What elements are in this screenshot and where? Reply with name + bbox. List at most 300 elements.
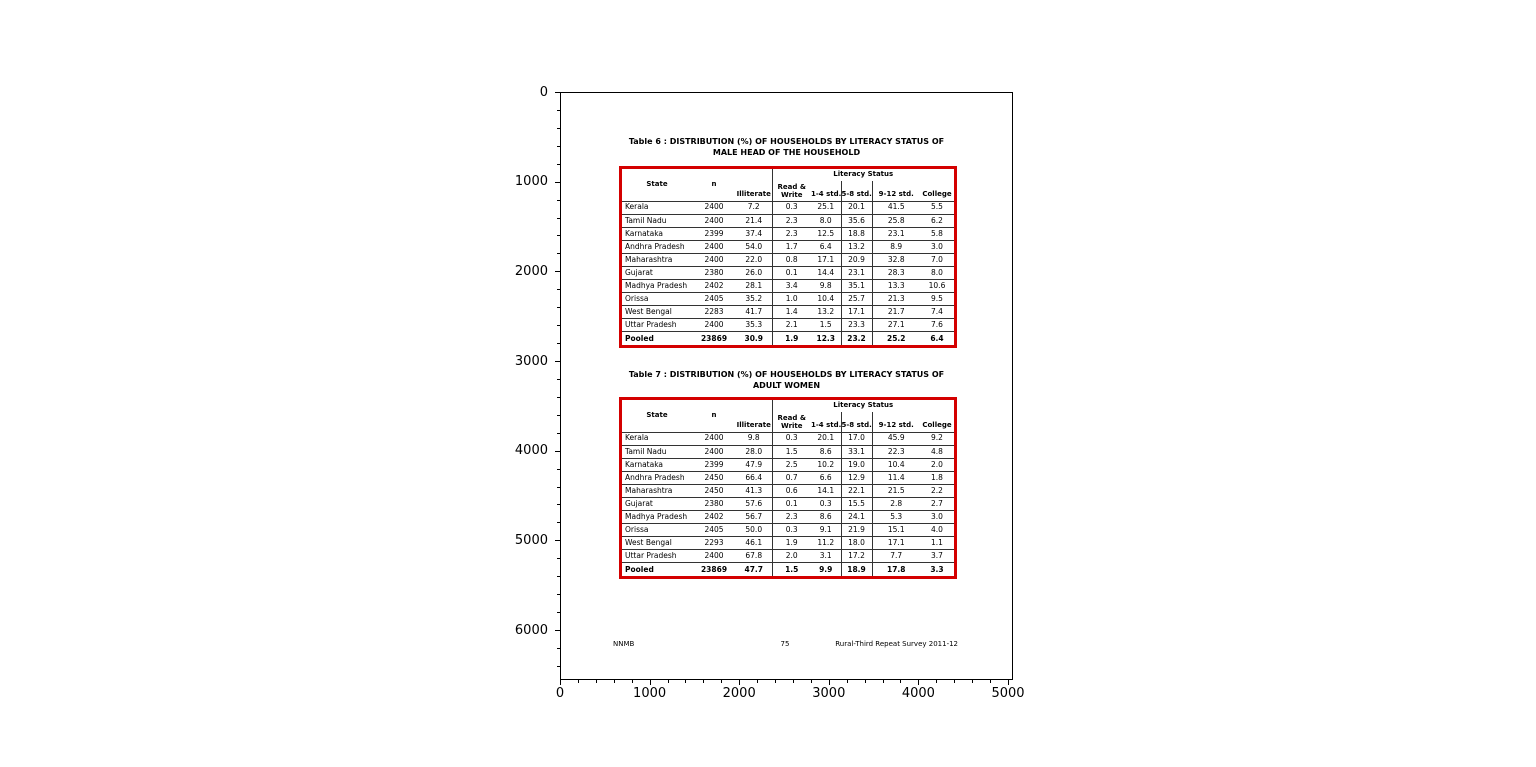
column-header-illiterate: Illiterate xyxy=(736,420,771,429)
y-minor-tick xyxy=(557,648,560,649)
column-header-state: State xyxy=(646,410,668,419)
column-header-9-12-std: 9-12 std. xyxy=(872,181,920,201)
x-tick-label: 3000 xyxy=(812,686,846,701)
x-major-tick xyxy=(918,680,919,685)
cell-value: 9.8 xyxy=(811,280,841,293)
cell-value: 2.0 xyxy=(920,458,954,471)
y-tick-label: 0 xyxy=(539,84,548,100)
cell-value: 2.0 xyxy=(772,550,811,563)
cell-state: Gujarat xyxy=(622,266,692,279)
cell-value: 18.9 xyxy=(841,563,872,576)
y-minor-tick xyxy=(557,218,560,219)
cell-value: 2293 xyxy=(692,537,736,550)
cell-value: 2400 xyxy=(692,319,736,332)
cell-value: 17.1 xyxy=(872,537,920,550)
cell-value: 23.1 xyxy=(872,227,920,240)
cell-value: 10.2 xyxy=(811,458,841,471)
cell-value: 7.0 xyxy=(920,253,954,266)
y-tick-label: 6000 xyxy=(514,622,548,638)
table-row xyxy=(622,253,954,266)
cell-value: 20.1 xyxy=(811,432,841,445)
cell-value: 2.2 xyxy=(920,484,954,497)
table-row xyxy=(622,511,954,524)
cell-value: 3.0 xyxy=(920,511,954,524)
y-major-tick xyxy=(555,361,560,362)
cell-value: 3.0 xyxy=(920,240,954,253)
cell-state: Maharashtra xyxy=(622,253,692,266)
x-major-tick xyxy=(829,680,830,685)
cell-value: 28.1 xyxy=(736,280,772,293)
x-minor-tick xyxy=(883,680,884,683)
cell-value: 0.8 xyxy=(772,253,811,266)
cell-value: 3.7 xyxy=(920,550,954,563)
cell-value: 4.8 xyxy=(920,445,954,458)
x-major-tick xyxy=(1008,680,1009,685)
cell-value: 33.1 xyxy=(841,445,872,458)
cell-state: Maharashtra xyxy=(622,484,692,497)
y-minor-tick xyxy=(557,576,560,577)
cell-value: 14.4 xyxy=(811,266,841,279)
cell-value: 2399 xyxy=(692,458,736,471)
y-minor-tick xyxy=(557,415,560,416)
cell-value: 2.3 xyxy=(772,511,811,524)
cell-value: 4.0 xyxy=(920,524,954,537)
cell-value: 7.4 xyxy=(920,306,954,319)
y-minor-tick xyxy=(557,433,560,434)
cell-state: Andhra Pradesh xyxy=(622,471,692,484)
group-header-literacy-status: Literacy Status xyxy=(772,400,954,412)
cell-value: 8.6 xyxy=(811,511,841,524)
table7-title-line2: ADULT WOMEN xyxy=(752,380,821,390)
cell-state: Kerala xyxy=(622,432,692,445)
cell-state: Pooled xyxy=(622,563,692,576)
x-minor-tick xyxy=(668,680,669,683)
cell-value: 32.8 xyxy=(872,253,920,266)
cell-value: 2.7 xyxy=(920,497,954,510)
x-minor-tick xyxy=(703,680,704,683)
cell-value: 28.0 xyxy=(736,445,772,458)
y-minor-tick xyxy=(557,146,560,147)
cell-value: 1.0 xyxy=(772,293,811,306)
x-minor-tick xyxy=(596,680,597,683)
table7-title xyxy=(560,370,1013,391)
y-minor-tick xyxy=(557,343,560,344)
cell-state: Madhya Pradesh xyxy=(622,511,692,524)
cell-value: 10.4 xyxy=(872,458,920,471)
table-row xyxy=(622,319,954,332)
cell-value: 12.5 xyxy=(811,227,841,240)
x-tick-label: 2000 xyxy=(722,686,756,701)
cell-value: 2400 xyxy=(692,550,736,563)
y-major-tick xyxy=(555,451,560,452)
table-row xyxy=(622,537,954,550)
cell-value: 5.5 xyxy=(920,201,954,214)
cell-value: 0.3 xyxy=(772,432,811,445)
cell-state: Orissa xyxy=(622,293,692,306)
y-minor-tick xyxy=(557,253,560,254)
cell-value: 8.0 xyxy=(811,214,841,227)
x-tick-label: 4000 xyxy=(901,686,935,701)
cell-value: 6.4 xyxy=(920,332,954,345)
table-row xyxy=(622,484,954,497)
cell-value: 47.7 xyxy=(736,563,772,576)
cell-state: Tamil Nadu xyxy=(622,445,692,458)
y-tick-label: 1000 xyxy=(514,174,548,190)
cell-value: 2380 xyxy=(692,497,736,510)
cell-value: 2400 xyxy=(692,445,736,458)
cell-value: 2.3 xyxy=(772,214,811,227)
cell-state: Kerala xyxy=(622,201,692,214)
cell-value: 41.7 xyxy=(736,306,772,319)
cell-value: 1.1 xyxy=(920,537,954,550)
cell-value: 2450 xyxy=(692,484,736,497)
cell-value: 18.8 xyxy=(841,227,872,240)
cell-value: 21.7 xyxy=(872,306,920,319)
cell-value: 67.8 xyxy=(736,550,772,563)
cell-value: 2.1 xyxy=(772,319,811,332)
cell-value: 12.3 xyxy=(811,332,841,345)
x-minor-tick xyxy=(721,680,722,683)
cell-state: Andhra Pradesh xyxy=(622,240,692,253)
table6-container xyxy=(619,166,957,348)
cell-value: 41.5 xyxy=(872,201,920,214)
cell-value: 2402 xyxy=(692,280,736,293)
table-row xyxy=(622,293,954,306)
y-major-tick xyxy=(555,182,560,183)
cell-value: 11.4 xyxy=(872,471,920,484)
y-minor-tick xyxy=(557,325,560,326)
x-minor-tick xyxy=(632,680,633,683)
cell-value: 45.9 xyxy=(872,432,920,445)
cell-value: 37.4 xyxy=(736,227,772,240)
x-minor-tick xyxy=(865,680,866,683)
y-minor-tick xyxy=(557,164,560,165)
group-header-literacy-status: Literacy Status xyxy=(772,169,954,181)
x-minor-tick xyxy=(972,680,973,683)
column-header-9-12-std: 9-12 std. xyxy=(872,412,920,432)
cell-value: 2450 xyxy=(692,471,736,484)
cell-value: 0.1 xyxy=(772,266,811,279)
x-minor-tick xyxy=(793,680,794,683)
cell-value: 41.3 xyxy=(736,484,772,497)
y-minor-tick xyxy=(557,469,560,470)
cell-value: 22.3 xyxy=(872,445,920,458)
y-minor-tick xyxy=(557,379,560,380)
cell-value: 17.1 xyxy=(841,306,872,319)
y-minor-tick xyxy=(557,397,560,398)
cell-value: 35.2 xyxy=(736,293,772,306)
cell-state: Pooled xyxy=(622,332,692,345)
cell-value: 2.5 xyxy=(772,458,811,471)
x-minor-tick xyxy=(775,680,776,683)
cell-value: 3.4 xyxy=(772,280,811,293)
cell-value: 22.0 xyxy=(736,253,772,266)
y-minor-tick xyxy=(557,612,560,613)
cell-value: 15.5 xyxy=(841,497,872,510)
cell-value: 7.2 xyxy=(736,201,772,214)
cell-value: 18.0 xyxy=(841,537,872,550)
x-minor-tick xyxy=(614,680,615,683)
cell-value: 5.8 xyxy=(920,227,954,240)
cell-value: 13.2 xyxy=(841,240,872,253)
cell-value: 1.9 xyxy=(772,332,811,345)
cell-value: 10.6 xyxy=(920,280,954,293)
x-minor-tick xyxy=(900,680,901,683)
cell-value: 23.1 xyxy=(841,266,872,279)
y-tick-label: 2000 xyxy=(514,263,548,279)
cell-value: 2405 xyxy=(692,524,736,537)
cell-value: 7.7 xyxy=(872,550,920,563)
cell-value: 2400 xyxy=(692,214,736,227)
cell-value: 1.7 xyxy=(772,240,811,253)
cell-state: Karnataka xyxy=(622,458,692,471)
y-minor-tick xyxy=(557,487,560,488)
cell-state: West Bengal xyxy=(622,537,692,550)
table-row xyxy=(622,458,954,471)
x-minor-tick xyxy=(811,680,812,683)
cell-value: 9.8 xyxy=(736,432,772,445)
x-tick-label: 1000 xyxy=(633,686,667,701)
cell-value: 2400 xyxy=(692,240,736,253)
y-minor-tick xyxy=(557,235,560,236)
table6-title xyxy=(560,137,1013,158)
cell-value: 0.1 xyxy=(772,497,811,510)
cell-value: 11.2 xyxy=(811,537,841,550)
cell-value: 0.3 xyxy=(811,497,841,510)
cell-value: 2283 xyxy=(692,306,736,319)
cell-value: 15.1 xyxy=(872,524,920,537)
cell-value: 21.4 xyxy=(736,214,772,227)
cell-value: 35.6 xyxy=(841,214,872,227)
table-row xyxy=(622,550,954,563)
cell-value: 6.4 xyxy=(811,240,841,253)
cell-value: 2400 xyxy=(692,432,736,445)
cell-value: 24.1 xyxy=(841,511,872,524)
column-header-read-write: Read & Write xyxy=(772,412,811,432)
cell-value: 25.8 xyxy=(872,214,920,227)
table6-title-line2: MALE HEAD OF THE HOUSEHOLD xyxy=(712,147,861,157)
cell-state: Karnataka xyxy=(622,227,692,240)
cell-value: 28.3 xyxy=(872,266,920,279)
cell-value: 10.4 xyxy=(811,293,841,306)
cell-value: 17.2 xyxy=(841,550,872,563)
cell-value: 9.5 xyxy=(920,293,954,306)
y-tick-label: 4000 xyxy=(514,443,548,459)
cell-value: 6.2 xyxy=(920,214,954,227)
cell-value: 3.3 xyxy=(920,563,954,576)
footer-right: Rural-Third Repeat Survey 2011-12 xyxy=(835,640,958,648)
cell-value: 1.5 xyxy=(772,445,811,458)
cell-value: 8.6 xyxy=(811,445,841,458)
cell-value: 26.0 xyxy=(736,266,772,279)
cell-state: West Bengal xyxy=(622,306,692,319)
table6-title-line1: Table 6 : DISTRIBUTION (%) OF HOUSEHOLDS BY LITERACY STATUS OF xyxy=(628,137,945,146)
table-row xyxy=(622,445,954,458)
column-header-5-8-std: 5-8 std. xyxy=(841,412,872,432)
y-tick-label: 5000 xyxy=(514,532,548,548)
table-row xyxy=(622,214,954,227)
footer-left: NNMB xyxy=(613,640,635,648)
cell-value: 2400 xyxy=(692,201,736,214)
column-header-1-4-std: 1-4 std. xyxy=(811,420,841,429)
table-row xyxy=(622,240,954,253)
cell-value: 19.0 xyxy=(841,458,872,471)
cell-state: Gujarat xyxy=(622,497,692,510)
cell-value: 27.1 xyxy=(872,319,920,332)
y-minor-tick xyxy=(557,289,560,290)
cell-value: 17.8 xyxy=(872,563,920,576)
cell-value: 23.2 xyxy=(841,332,872,345)
cell-value: 13.3 xyxy=(872,280,920,293)
cell-value: 23869 xyxy=(692,332,736,345)
y-minor-tick xyxy=(557,522,560,523)
cell-value: 1.4 xyxy=(772,306,811,319)
table-row xyxy=(622,280,954,293)
cell-value: 21.3 xyxy=(872,293,920,306)
cell-value: 20.1 xyxy=(841,201,872,214)
table-row xyxy=(622,227,954,240)
y-major-tick xyxy=(555,540,560,541)
y-minor-tick xyxy=(557,594,560,595)
table-row xyxy=(622,332,954,345)
x-minor-tick xyxy=(847,680,848,683)
table-row xyxy=(622,471,954,484)
cell-value: 21.9 xyxy=(841,524,872,537)
y-major-tick xyxy=(555,271,560,272)
x-major-tick xyxy=(650,680,651,685)
cell-state: Tamil Nadu xyxy=(622,214,692,227)
table-row xyxy=(622,497,954,510)
cell-value: 35.1 xyxy=(841,280,872,293)
cell-value: 35.3 xyxy=(736,319,772,332)
cell-value: 9.2 xyxy=(920,432,954,445)
y-minor-tick xyxy=(557,200,560,201)
cell-value: 12.9 xyxy=(841,471,872,484)
cell-value: 54.0 xyxy=(736,240,772,253)
column-header-illiterate: Illiterate xyxy=(736,189,771,198)
y-minor-tick xyxy=(557,558,560,559)
table-row xyxy=(622,201,954,214)
table-row xyxy=(622,266,954,279)
cell-value: 23.3 xyxy=(841,319,872,332)
table7 xyxy=(622,400,954,576)
table-row xyxy=(622,563,954,576)
cell-value: 17.1 xyxy=(811,253,841,266)
cell-state: Madhya Pradesh xyxy=(622,280,692,293)
cell-value: 66.4 xyxy=(736,471,772,484)
cell-value: 23869 xyxy=(692,563,736,576)
y-minor-tick xyxy=(557,110,560,111)
cell-value: 2400 xyxy=(692,253,736,266)
cell-value: 25.7 xyxy=(841,293,872,306)
cell-value: 2399 xyxy=(692,227,736,240)
cell-value: 30.9 xyxy=(736,332,772,345)
cell-value: 1.8 xyxy=(920,471,954,484)
cell-value: 0.6 xyxy=(772,484,811,497)
x-minor-tick xyxy=(578,680,579,683)
cell-value: 6.6 xyxy=(811,471,841,484)
cell-value: 5.3 xyxy=(872,511,920,524)
cell-value: 2.8 xyxy=(872,497,920,510)
x-minor-tick xyxy=(757,680,758,683)
cell-value: 2.3 xyxy=(772,227,811,240)
x-minor-tick xyxy=(954,680,955,683)
y-major-tick xyxy=(555,92,560,93)
y-major-tick xyxy=(555,630,560,631)
y-minor-tick xyxy=(557,666,560,667)
cell-value: 3.1 xyxy=(811,550,841,563)
column-header-college: College xyxy=(922,189,952,198)
y-minor-tick xyxy=(557,307,560,308)
cell-value: 0.3 xyxy=(772,201,811,214)
cell-value: 25.2 xyxy=(872,332,920,345)
column-header-1-4-std: 1-4 std. xyxy=(811,189,841,198)
cell-value: 2380 xyxy=(692,266,736,279)
table7-title-line1: Table 7 : DISTRIBUTION (%) OF HOUSEHOLDS BY LITERACY STATUS OF xyxy=(628,370,945,379)
cell-value: 57.6 xyxy=(736,497,772,510)
cell-value: 9.9 xyxy=(811,563,841,576)
cell-value: 46.1 xyxy=(736,537,772,550)
cell-value: 8.0 xyxy=(920,266,954,279)
table-row xyxy=(622,306,954,319)
cell-value: 20.9 xyxy=(841,253,872,266)
x-tick-label: 0 xyxy=(555,686,565,701)
cell-value: 9.1 xyxy=(811,524,841,537)
cell-value: 47.9 xyxy=(736,458,772,471)
cell-value: 1.5 xyxy=(772,563,811,576)
y-tick-label: 3000 xyxy=(514,353,548,369)
cell-state: Uttar Pradesh xyxy=(622,319,692,332)
table7-container xyxy=(619,397,957,579)
footer-page-number: 75 xyxy=(780,640,790,648)
cell-state: Orissa xyxy=(622,524,692,537)
x-major-tick xyxy=(739,680,740,685)
x-major-tick xyxy=(560,680,561,685)
cell-value: 14.1 xyxy=(811,484,841,497)
y-minor-tick xyxy=(557,128,560,129)
x-tick-label: 5000 xyxy=(991,686,1025,701)
x-minor-tick xyxy=(685,680,686,683)
cell-value: 8.9 xyxy=(872,240,920,253)
cell-state: Uttar Pradesh xyxy=(622,550,692,563)
cell-value: 2405 xyxy=(692,293,736,306)
cell-value: 1.9 xyxy=(772,537,811,550)
cell-value: 21.5 xyxy=(872,484,920,497)
cell-value: 0.3 xyxy=(772,524,811,537)
x-minor-tick xyxy=(990,680,991,683)
column-header-read-write: Read & Write xyxy=(772,181,811,201)
cell-value: 56.7 xyxy=(736,511,772,524)
cell-value: 7.6 xyxy=(920,319,954,332)
cell-value: 1.5 xyxy=(811,319,841,332)
column-header-n: n xyxy=(711,179,717,188)
column-header-state: State xyxy=(646,179,668,188)
cell-value: 0.7 xyxy=(772,471,811,484)
cell-value: 13.2 xyxy=(811,306,841,319)
cell-value: 22.1 xyxy=(841,484,872,497)
table6 xyxy=(622,169,954,345)
column-header-n: n xyxy=(711,410,717,419)
cell-value: 2402 xyxy=(692,511,736,524)
cell-value: 17.0 xyxy=(841,432,872,445)
y-minor-tick xyxy=(557,504,560,505)
cell-value: 25.1 xyxy=(811,201,841,214)
table-row xyxy=(622,524,954,537)
x-minor-tick xyxy=(936,680,937,683)
table-row xyxy=(622,432,954,445)
cell-value: 50.0 xyxy=(736,524,772,537)
column-header-5-8-std: 5-8 std. xyxy=(841,181,872,201)
